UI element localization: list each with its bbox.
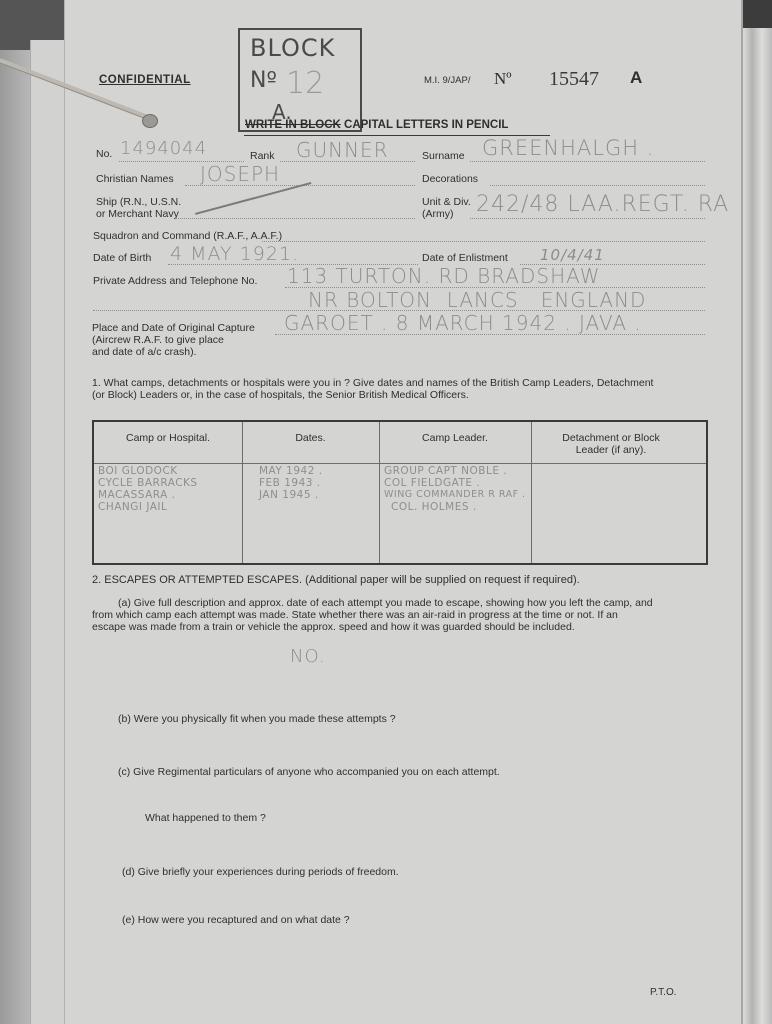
number-label: Nº bbox=[494, 69, 512, 88]
ship-label-line1: Ship (R.N., U.S.N. bbox=[96, 196, 182, 208]
unit-line bbox=[470, 218, 705, 219]
background-corner bbox=[742, 0, 772, 28]
address-label: Private Address and Telephone No. bbox=[93, 275, 258, 287]
section1-question-line2: (or Block) Leaders or, in the case of hospitals, the Senior British Medical Officers. bbox=[92, 389, 469, 401]
unit-value[interactable]: 242/48 LAA.REGT. RA bbox=[476, 192, 730, 217]
section2-title: 2. ESCAPES OR ATTEMPTED ESCAPES. (Additional paper will be supplied on request if required). bbox=[92, 574, 580, 586]
table-header-camp: Camp or Hospital. bbox=[125, 432, 211, 444]
surname-value[interactable]: GREENHALGH . bbox=[482, 136, 655, 160]
table-cell-camp-leader[interactable]: GROUP CAPT NOBLE . bbox=[384, 465, 508, 477]
section2-a-line1: (a) Give full description and approx. date of each attempt you made to escape, showing how you left the camp, and bbox=[118, 597, 653, 609]
section2-a-answer[interactable]: NO. bbox=[290, 646, 326, 667]
table-cell-camp[interactable]: CHANGI JAIL bbox=[98, 501, 168, 513]
section2-a-line2: from which camp each attempt was made. State whether there was an air-raid in progress at the time or not. If an bbox=[92, 609, 618, 621]
capture-label-line3: and date of a/c crash). bbox=[92, 346, 197, 358]
table-cell-dates[interactable]: MAY 1942 . bbox=[259, 465, 323, 477]
address-value-line2[interactable]: NR BOLTON LANCS ENGLAND bbox=[308, 288, 647, 312]
decorations-line bbox=[490, 185, 705, 186]
table-cell-camp-leader[interactable]: COL FIELDGATE . bbox=[384, 477, 481, 489]
table-cell-camp-leader[interactable]: COL. HOLMES . bbox=[391, 501, 477, 513]
section2-c-followup: What happened to them ? bbox=[145, 812, 266, 824]
table-cell-camp-leader[interactable]: WING COMMANDER R RAF . bbox=[384, 489, 526, 500]
capture-label-line2: (Aircrew R.A.F. to give place bbox=[92, 334, 224, 346]
camps-table bbox=[92, 420, 708, 565]
table-divider bbox=[531, 422, 532, 563]
table-cell-camp[interactable]: BOI GLODOCK bbox=[98, 465, 178, 477]
table-cell-dates[interactable]: JAN 1945 . bbox=[259, 489, 319, 501]
enlistment-label: Date of Enlistment bbox=[422, 252, 508, 264]
section2-c: (c) Give Regimental particulars of anyone who accompanied you on each attempt. bbox=[118, 766, 500, 778]
no-label: No. bbox=[96, 148, 113, 160]
table-header-camp-leader: Camp Leader. bbox=[422, 432, 488, 444]
address-value-line1[interactable]: 113 TURTON. RD BRADSHAW bbox=[287, 264, 601, 288]
christian-names-value[interactable]: JOSEPH bbox=[200, 162, 281, 186]
stamp-no-prefix: Nº bbox=[250, 68, 277, 93]
section2-d: (d) Give briefly your experiences during periods of freedom. bbox=[122, 866, 399, 878]
serial-number: 15547 bbox=[549, 68, 599, 90]
ship-line bbox=[175, 218, 415, 219]
stamp-letter: A. bbox=[272, 100, 292, 124]
surname-line bbox=[470, 161, 705, 162]
table-header-dates: Dates. bbox=[295, 432, 326, 444]
rank-value[interactable]: GUNNER bbox=[296, 138, 389, 162]
pto-label: P.T.O. bbox=[650, 987, 677, 998]
block-stamp bbox=[238, 28, 362, 132]
dob-value[interactable]: 4 MAY 1921. bbox=[170, 243, 300, 265]
capture-value[interactable]: GAROET . 8 MARCH 1942 . JAVA . bbox=[284, 311, 642, 335]
table-header-block-leader: Detachment or Block Leader (if any). bbox=[562, 432, 660, 456]
table-cell-camp[interactable]: CYCLE BARRACKS bbox=[98, 477, 198, 489]
no-value[interactable]: 1494044 bbox=[120, 138, 208, 159]
rank-label: Rank bbox=[250, 150, 275, 162]
dob-label: Date of Birth bbox=[93, 252, 152, 264]
capture-label-line1: Place and Date of Original Capture bbox=[92, 322, 255, 334]
stamp-block-text: BLOCK bbox=[250, 34, 336, 62]
section2-a-line3: escape was made from a train or vehicle the approx. speed and how it was guarded should be included. bbox=[92, 621, 575, 633]
decorations-label: Decorations bbox=[422, 173, 479, 185]
instruction-rest: CAPITAL LETTERS IN PENCIL bbox=[340, 119, 509, 131]
enlistment-value[interactable]: 10/4/41 bbox=[540, 246, 605, 264]
unit-label-line1: Unit & Div. bbox=[422, 196, 471, 208]
section2-e: (e) How were you recaptured and on what date ? bbox=[122, 914, 350, 926]
string-knot bbox=[142, 114, 158, 128]
surname-label: Surname bbox=[422, 150, 465, 162]
ship-label-line2: or Merchant Navy bbox=[96, 208, 179, 220]
christian-names-label: Christian Names bbox=[96, 173, 174, 185]
squadron-line bbox=[262, 241, 705, 242]
table-header-divider bbox=[94, 463, 706, 464]
stamp-block-number: 12 bbox=[286, 66, 325, 101]
pencil-instruction bbox=[245, 119, 508, 131]
serial-suffix: A bbox=[630, 68, 643, 87]
section1-question-line1: 1. What camps, detachments or hospitals were you in ? Give dates and names of the British Camp Leaders, Detachment bbox=[92, 377, 654, 389]
table-cell-dates[interactable]: FEB 1943 . bbox=[259, 477, 321, 489]
section2-b: (b) Were you physically fit when you made these attempts ? bbox=[118, 713, 396, 725]
squadron-label: Squadron and Command (R.A.F., A.A.F.) bbox=[93, 230, 283, 242]
reference-prefix: M.I. 9/JAP/ bbox=[424, 75, 471, 86]
instruction-struck: WRITE IN BLOCK bbox=[245, 119, 341, 131]
confidential-label: CONFIDENTIAL bbox=[99, 74, 191, 86]
unit-label-line2: (Army) bbox=[422, 208, 454, 220]
table-cell-camp[interactable]: MACASSARA . bbox=[98, 489, 176, 501]
